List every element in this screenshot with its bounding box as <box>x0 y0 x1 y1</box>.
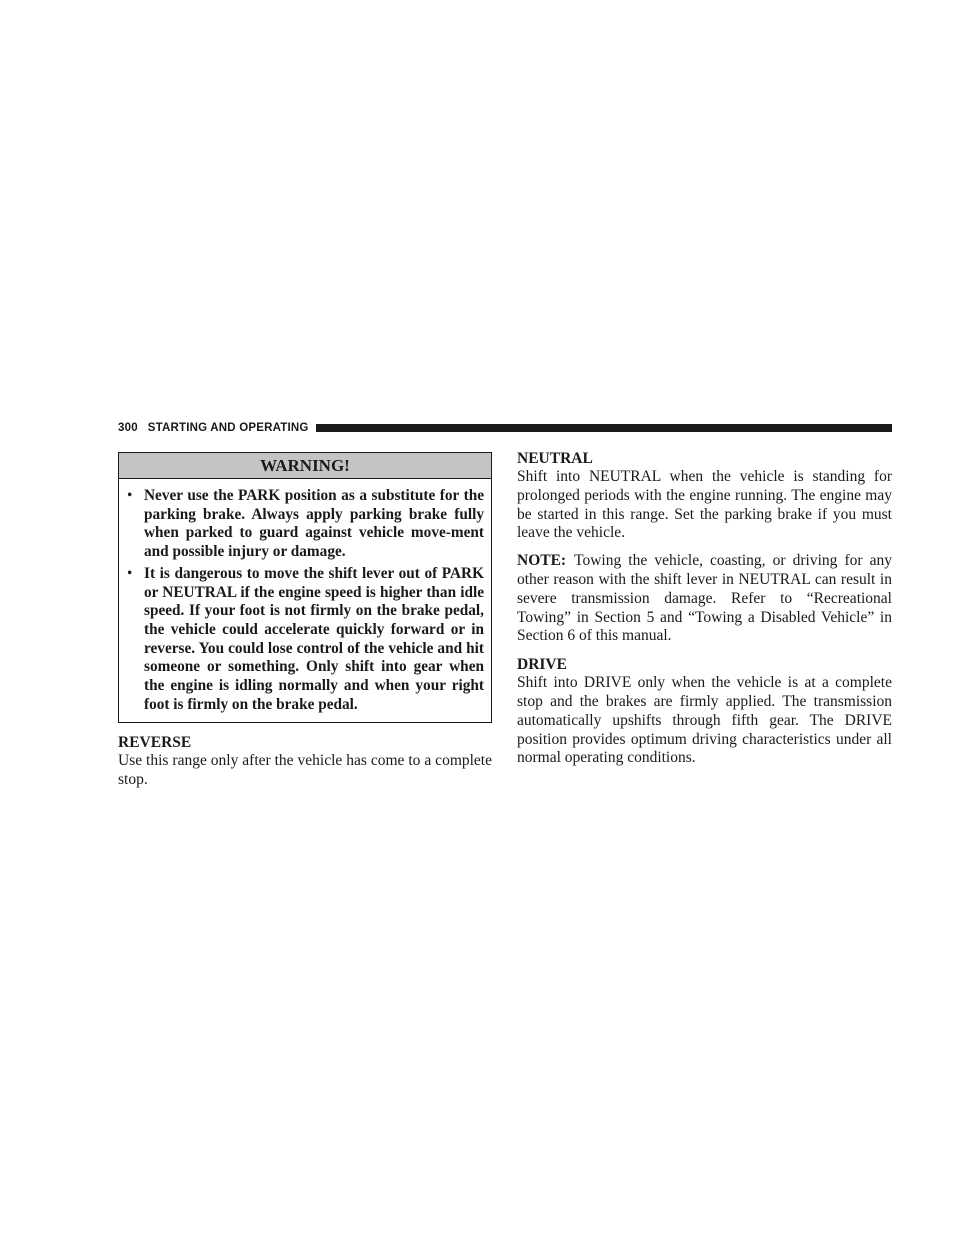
drive-heading: DRIVE <box>517 656 567 674</box>
warning-title: WARNING! <box>119 453 491 479</box>
neutral-heading: NEUTRAL <box>517 450 593 467</box>
reverse-text: Use this range only after the vehicle has come to a complete stop. <box>118 752 492 789</box>
warning-item <box>127 565 484 715</box>
header-rule <box>316 424 892 432</box>
neutral-text: Shift into NEUTRAL when the vehicle is standing for prolonged periods with the engine running. The engine may be started in this range. Set the parking brake if you must leave the vehicle. <box>517 468 892 542</box>
reverse-heading: REVERSE <box>118 734 192 752</box>
warning-list <box>119 479 491 722</box>
warning-item-text: Never use the PARK position as a substitute for the parking brake. Always apply parking brake fully when parked to guard against vehicle move-ment and possible injury or damage. <box>144 487 484 561</box>
right-column <box>517 449 892 768</box>
warning-item <box>127 487 484 562</box>
bullet-icon: • <box>127 564 133 582</box>
note-paragraph <box>517 552 892 646</box>
page-header <box>118 419 892 437</box>
warning-item-text: It is dangerous to move the shift lever out of PARK or NEUTRAL if the engine speed is higher than idle speed. If your foot is not firmly on the brake pedal, the vehicle could accelerate quickly forward or in reverse. You could lose control of the vehicle and hit someone or something. Only shift into gear when the engine is idling normally and when your right foot is firmly on the brake pedal. <box>144 564 484 713</box>
bullet-icon: • <box>127 487 133 504</box>
left-column <box>118 452 492 790</box>
section-title: STARTING AND OPERATING <box>147 422 309 434</box>
drive-text: Shift into DRIVE only when the vehicle is at a complete stop and the brakes are firmly applied. The transmission automatically upshifts through fifth gear. The DRIVE position provides optimum driving characteristics under all normal operating conditions. <box>517 674 892 767</box>
warning-box <box>118 452 492 723</box>
note-text: Towing the vehicle, coasting, or driving for any other reason with the shift lever in NEUTRAL can result in severe transmission damage. Refer to “Recreational Towing” in Section 5 and “Towing a Disabled Vehicle” in Section 6 of this manual. <box>517 552 892 645</box>
page-number: 300 <box>118 422 138 434</box>
note-label: NOTE: <box>517 552 567 570</box>
